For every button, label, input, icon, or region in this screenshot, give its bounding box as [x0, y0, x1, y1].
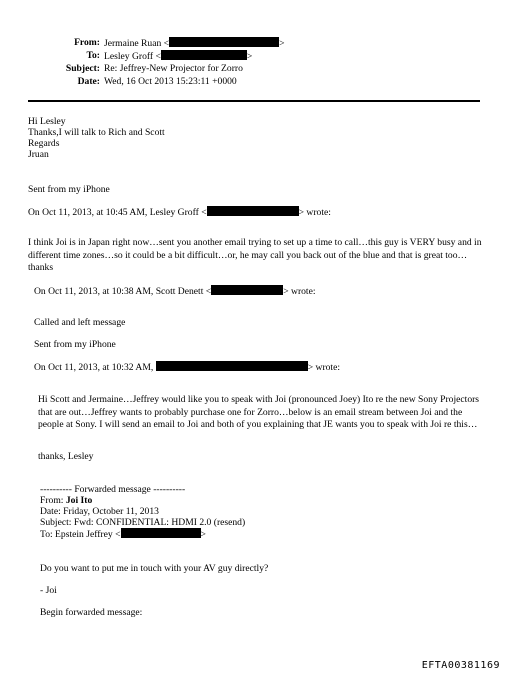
signature: Jruan [28, 149, 49, 160]
header-divider [28, 100, 480, 102]
redaction-block [161, 50, 247, 60]
attribution-line: On Oct 11, 2013, at 10:45 AM, Lesley Groff < > wrote: [28, 207, 331, 218]
forwarded-date: Date: Friday, October 11, 2013 [40, 506, 159, 517]
sender-name: Joi Ito [65, 495, 93, 506]
attribution-line: On Oct 11, 2013, at 10:38 AM, Scott Denett < > wrote: [34, 286, 316, 297]
redaction-block [169, 37, 279, 47]
signature: - Joi [40, 585, 57, 596]
close-bracket: > [279, 38, 285, 49]
from-value: Jermaine Ruan < [104, 38, 170, 49]
forwarded-from: From: Joi Ito [40, 495, 93, 506]
greeting: Hi Lesley [28, 116, 66, 127]
message-body: I think Joi is in Japan right now…sent you another email trying to set up a time to call…this guy is VERY busy and in different time zones…so it could be a bit difficult…or, he may call you back out of the blue and that is great too…thanks [28, 237, 482, 273]
closing: Regards [28, 138, 60, 149]
from-label: From: [74, 37, 100, 48]
to-label: To: [86, 50, 100, 61]
document-id: EFTA00381169 [421, 660, 500, 671]
forwarded-to: To: Epstein Jeffrey < > [40, 529, 206, 540]
forwarded-divider: ---------- Forwarded message ---------- [40, 484, 186, 495]
redaction-block [121, 528, 201, 538]
sent-from: Sent from my iPhone [28, 184, 110, 195]
subject-value: Re: Jeffrey-New Projector for Zorro [104, 63, 243, 74]
begin-forwarded: Begin forwarded message: [40, 607, 143, 618]
message-body: Hi Scott and Jermaine…Jeffrey would like you to speak with Joi (pronounced Joey) Ito re the new Sony Projectors that are out…Jeffrey wants to probably purchase one for Zorro…below is an email stream between Joi and the people at Sony. I will send an email to Joi and both of you explaining that JE wants you to speak with Joi re this… [38, 394, 480, 430]
date-label: Date: [77, 76, 100, 87]
redaction-block [211, 285, 283, 295]
reply-text: Thanks,I will talk to Rich and Scott [28, 127, 165, 138]
message-body: Called and left message [34, 317, 126, 328]
date-value: Wed, 16 Oct 2013 15:23:11 +0000 [104, 76, 237, 87]
close-bracket: > [246, 51, 253, 62]
redaction-block [207, 206, 299, 216]
signoff: thanks, Lesley [38, 451, 94, 462]
redaction-block [156, 361, 308, 371]
message-body: Do you want to put me in touch with your AV guy directly? [40, 563, 269, 574]
forwarded-subject: Subject: Fwd: CONFIDENTIAL: HDMI 2.0 (resend) [40, 517, 246, 528]
subject-label: Subject: [65, 63, 100, 74]
to-value: Lesley Groff < [104, 51, 161, 62]
sent-from: Sent from my iPhone [34, 339, 116, 350]
attribution-line: On Oct 11, 2013, at 10:32 AM, > wrote: [34, 362, 341, 373]
